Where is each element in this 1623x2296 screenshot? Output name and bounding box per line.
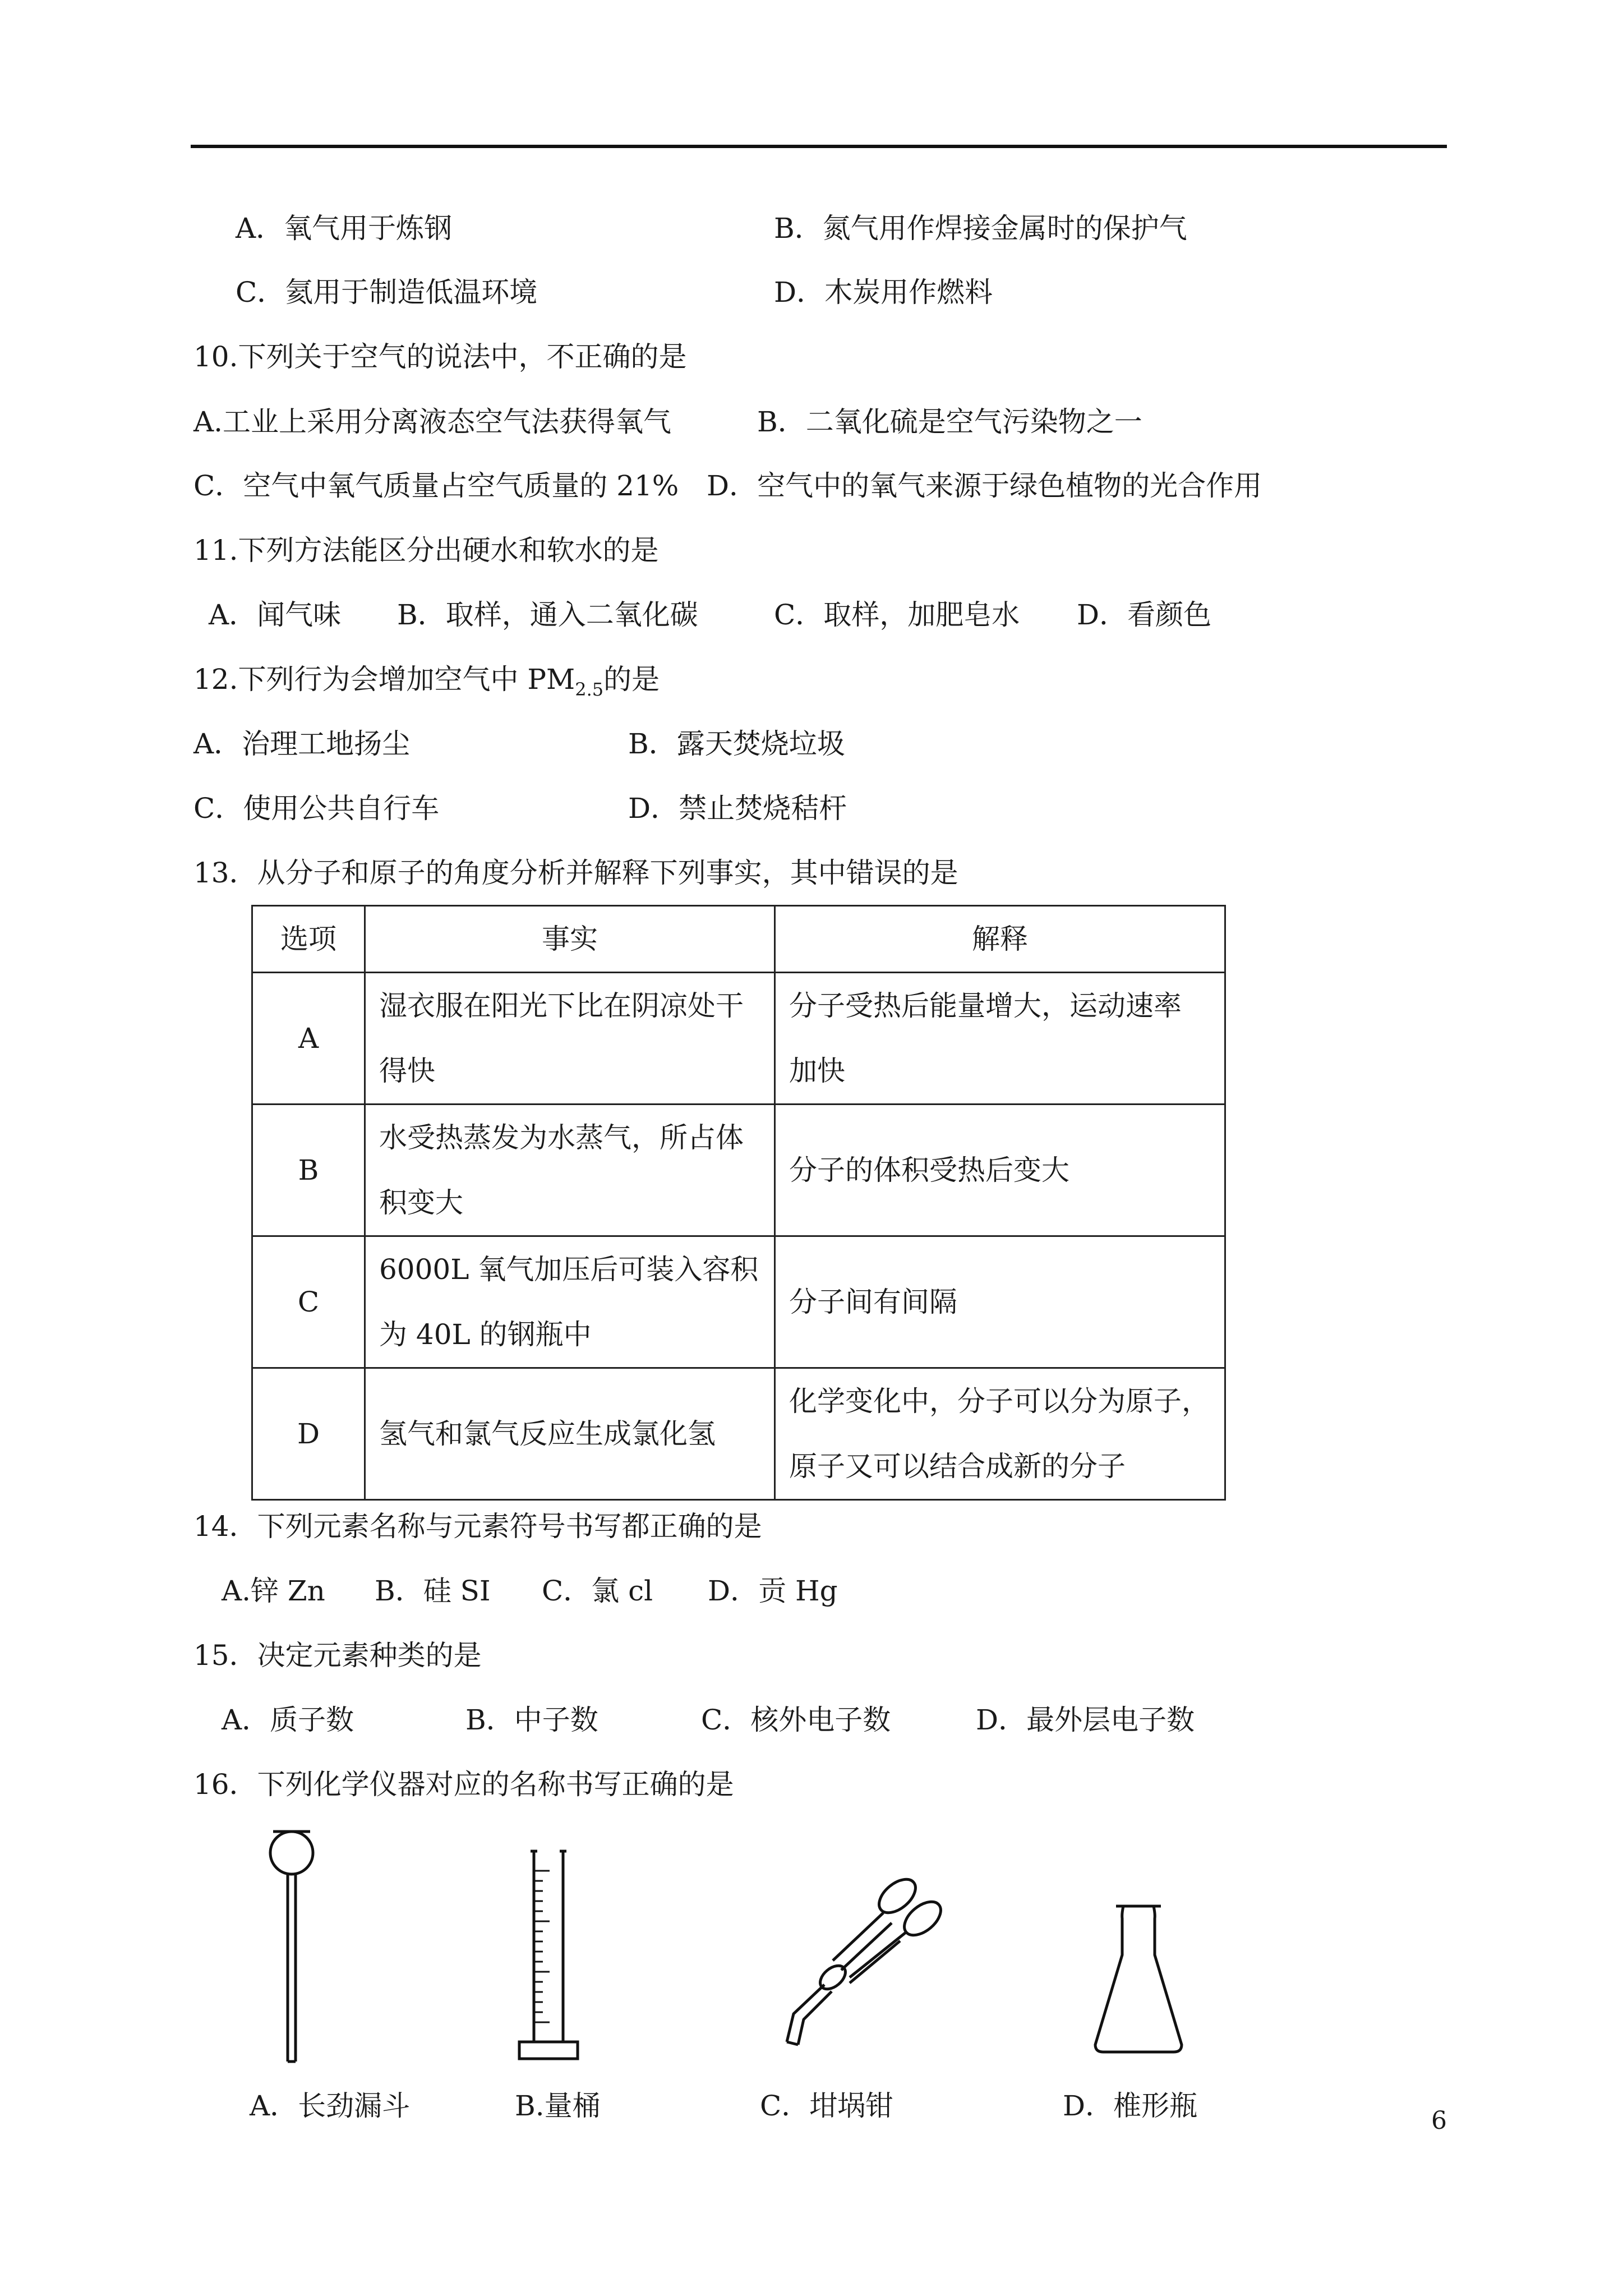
q14-stem: 14．下列元素名称与元素符号书写都正确的是 xyxy=(193,1510,762,1543)
q12-stem xyxy=(193,665,660,698)
q16-option-d: D．椎形瓶 xyxy=(1063,2090,1198,2122)
q12-stem-subscript: 2.5 xyxy=(575,679,604,700)
header-explanation: 解释 xyxy=(775,906,1225,973)
q15-option-a: A．质子数 xyxy=(222,1704,354,1736)
table-header-row xyxy=(252,906,1225,973)
fact-line: 为 40L 的钢瓶中 xyxy=(379,1318,592,1351)
q16-option-b: B.量桶 xyxy=(515,2090,601,2122)
q9-option-a: A．氧气用于炼钢 xyxy=(236,212,453,245)
header-rule xyxy=(191,145,1447,148)
q11-option-d: D．看颜色 xyxy=(1077,599,1212,631)
q15-option-b: B．中子数 xyxy=(465,1704,598,1736)
row-explanation xyxy=(775,973,1225,1105)
fact-line: 得快 xyxy=(379,1055,435,1087)
row-option: A xyxy=(252,973,365,1105)
page-number: 6 xyxy=(1431,2106,1447,2135)
q15-stem: 15．决定元素种类的是 xyxy=(193,1639,482,1672)
row-fact xyxy=(365,973,775,1105)
fact-line: 水受热蒸发为水蒸气，所占体 xyxy=(379,1121,744,1154)
fact-line: 6000L 氧气加压后可装入容积 xyxy=(379,1253,759,1286)
fact-line: 积变大 xyxy=(379,1186,463,1219)
q10-option-c: C．空气中氧气质量占空气质量的 21% xyxy=(193,470,679,502)
row-option: D xyxy=(252,1368,365,1500)
q16-option-c: C．坩埚钳 xyxy=(760,2090,894,2122)
header-option: 选项 xyxy=(252,906,365,973)
row-explanation xyxy=(775,1368,1225,1500)
table-row xyxy=(252,1105,1225,1236)
q14-option-d: D．贡 Hg xyxy=(708,1575,838,1607)
q10-stem: 10.下列关于空气的说法中，不正确的是 xyxy=(193,341,687,373)
q10-option-b: B．二氧化硫是空气污染物之一 xyxy=(757,406,1142,438)
q16-option-a: A．长劲漏斗 xyxy=(250,2090,411,2122)
q11-stem: 11.下列方法能区分出硬水和软水的是 xyxy=(193,534,659,567)
row-fact xyxy=(365,1105,775,1236)
q15-option-d: D．最外层电子数 xyxy=(976,1704,1195,1736)
long-neck-funnel-image xyxy=(261,1826,322,2067)
crucible-tongs-image xyxy=(771,1862,951,2053)
q10-option-d: D．空气中的氧气来源于绿色植物的光合作用 xyxy=(707,470,1262,502)
q12-option-b: B．露天焚烧垃圾 xyxy=(628,728,845,760)
q16-stem: 16．下列化学仪器对应的名称书写正确的是 xyxy=(193,1768,734,1801)
q13-stem: 13．从分子和原子的角度分析并解释下列事实，其中错误的是 xyxy=(193,857,958,889)
row-explanation: 分子的体积受热后变大 xyxy=(775,1105,1225,1236)
q15-option-c: C．核外电子数 xyxy=(701,1704,891,1736)
graduated-cylinder-image xyxy=(515,1848,582,2064)
q9-option-c: C．氦用于制造低温环境 xyxy=(236,276,538,309)
conical-flask-image xyxy=(1091,1902,1186,2059)
table-row xyxy=(252,973,1225,1105)
q14-option-b: B．硅 SI xyxy=(375,1575,491,1607)
q9-option-d: D．木炭用作燃料 xyxy=(774,276,993,309)
table-row xyxy=(252,1368,1225,1500)
row-fact: 氢气和氯气反应生成氯化氢 xyxy=(365,1368,775,1500)
q12-stem-end: 的是 xyxy=(603,663,660,696)
row-option: C xyxy=(252,1236,365,1368)
q11-option-c: C．取样，加肥皂水 xyxy=(774,599,1020,631)
q9-option-b: B．氮气用作焊接金属时的保护气 xyxy=(774,212,1187,245)
q14-option-c: C．氯 cl xyxy=(542,1575,653,1607)
q12-option-d: D．禁止焚烧秸杆 xyxy=(628,792,847,825)
q10-option-a: A.工业上采用分离液态空气法获得氧气 xyxy=(193,406,672,438)
explanation-line: 分子受热后能量增大，运动速率 xyxy=(789,990,1182,1022)
explanation-line: 原子又可以结合成新的分子 xyxy=(789,1450,1126,1483)
q14-option-a: A.锌 Zn xyxy=(222,1575,325,1607)
row-option: B xyxy=(252,1105,365,1236)
q11-option-a: A．闻气味 xyxy=(209,599,342,631)
row-explanation: 分子间有间隔 xyxy=(775,1236,1225,1368)
q12-option-a: A．治理工地扬尘 xyxy=(193,728,411,760)
q11-option-b: B．取样，通入二氧化碳 xyxy=(397,599,698,631)
q12-option-c: C．使用公共自行车 xyxy=(193,792,440,825)
fact-line: 湿衣服在阳光下比在阴凉处干 xyxy=(379,990,744,1022)
header-fact: 事实 xyxy=(365,906,775,973)
q12-stem-text: 12.下列行为会增加空气中 PM xyxy=(193,663,575,696)
table-row xyxy=(252,1236,1225,1368)
explanation-line: 化学变化中，分子可以分为原子， xyxy=(789,1385,1210,1418)
explanation-line: 加快 xyxy=(789,1055,845,1087)
row-fact xyxy=(365,1236,775,1368)
q13-table xyxy=(251,905,1226,1501)
